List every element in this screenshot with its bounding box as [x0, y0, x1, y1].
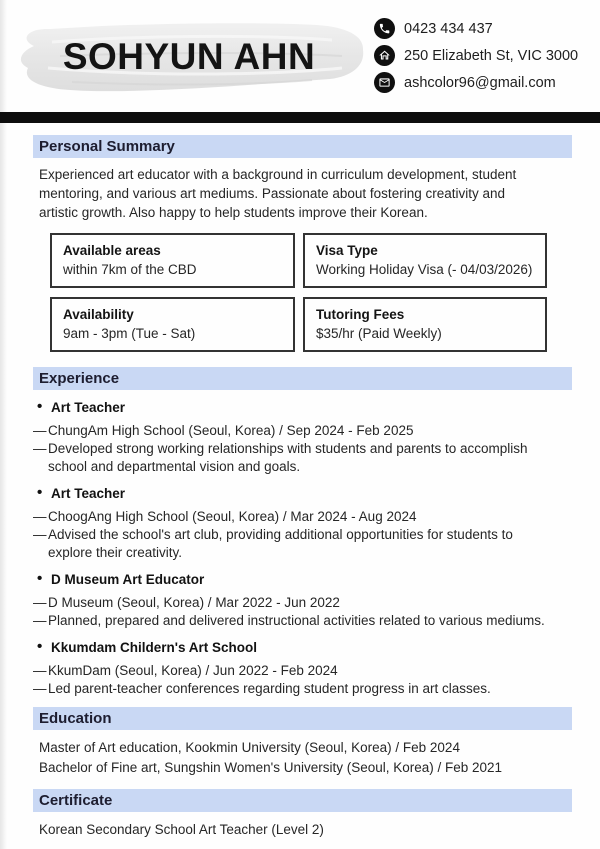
section-header-personal-summary: Personal Summary — [33, 135, 572, 158]
experience-role: • Art Teacher — [37, 399, 572, 416]
section-header-education: Education — [33, 707, 572, 730]
phone-icon — [374, 18, 395, 39]
home-icon — [374, 45, 395, 66]
experience-entry — [33, 399, 572, 476]
info-box-available-areas — [50, 233, 295, 288]
phone-number: 0423 434 437 — [404, 20, 493, 37]
experience-details — [33, 508, 572, 562]
experience-detail-line: — Planned, prepared and delivered instructional activities related to various mediums. — [33, 612, 572, 630]
experience-detail-line: — KkumDam (Seoul, Korea) / Jun 2022 - Feb 2024 — [33, 662, 572, 680]
info-box-value: 9am - 3pm (Tue - Sat) — [63, 326, 196, 341]
header — [0, 0, 600, 112]
info-boxes — [50, 233, 547, 352]
experience-detail-line: — Developed strong working relationships with students and parents to accomplish school and departmental vision and goals. — [33, 440, 540, 476]
section-header-experience: Experience — [33, 367, 572, 390]
info-box-value: within 7km of the CBD — [63, 262, 197, 277]
info-box-label: Tutoring Fees — [316, 307, 405, 322]
certificate-entries — [39, 820, 572, 840]
info-box-label: Visa Type — [316, 243, 378, 258]
experience-detail-line: — D Museum (Seoul, Korea) / Mar 2022 - Jun 2022 — [33, 594, 572, 612]
education-entry: Bachelor of Fine art, Sungshin Women's University (Seoul, Korea) / Feb 2021 — [39, 760, 503, 775]
contact-phone-row — [374, 18, 578, 39]
experience-detail-line: — Led parent-teacher conferences regarding student progress in art classes. — [33, 680, 572, 698]
personal-summary-text: Experienced art educator with a background in curriculum development, student mentoring, and various art mediums. Passionate about fostering creativity and artistic growth. Also happy to help students improve their Korean. — [39, 167, 517, 220]
address: 250 Elizabeth St, VIC 3000 — [404, 47, 579, 64]
email-icon — [374, 72, 395, 93]
experience-details — [33, 422, 572, 476]
experience-detail-line: — ChungAm High School (Seoul, Korea) / Sep 2024 - Feb 2025 — [33, 422, 572, 440]
experience-entry — [33, 571, 572, 630]
info-box-label: Available areas — [63, 243, 161, 258]
experience-role: • Art Teacher — [37, 485, 572, 502]
info-box-availability — [50, 297, 295, 352]
experience-entry — [33, 639, 572, 698]
experience-details — [33, 594, 572, 630]
experience-role: • Kkumdam Childern's Art School — [37, 639, 572, 656]
experience-entry — [33, 485, 572, 562]
main-content — [33, 123, 572, 840]
education-entry: Master of Art education, Kookmin University (Seoul, Korea) / Feb 2024 — [39, 740, 460, 755]
contact-email-row — [374, 72, 578, 93]
header-divider-bar — [0, 112, 600, 123]
info-box-tutoring-fees — [303, 297, 547, 352]
page-edge-shadow — [0, 0, 7, 849]
experience-detail-line: — ChoogAng High School (Seoul, Korea) / Mar 2024 - Aug 2024 — [33, 508, 572, 526]
info-box-label: Availability — [63, 307, 134, 322]
info-box-visa-type — [303, 233, 547, 288]
education-entries — [39, 738, 572, 778]
section-header-certificate: Certificate — [33, 789, 572, 812]
contact-address-row — [374, 45, 578, 66]
candidate-name: SOHYUN AHN — [62, 36, 316, 77]
info-box-value: Working Holiday Visa (- 04/03/2026) — [316, 262, 533, 277]
email: ashcolor96@gmail.com — [404, 74, 556, 91]
certificate-entry: Korean Secondary School Art Teacher (Level 2) — [39, 822, 324, 837]
info-box-value: $35/hr (Paid Weekly) — [316, 326, 442, 341]
contact-info — [374, 18, 578, 93]
experience-role: • D Museum Art Educator — [37, 571, 572, 588]
experience-details — [33, 662, 572, 698]
experience-detail-line: — Advised the school's art club, providing additional opportunities for students to explore their creativity. — [33, 526, 540, 562]
